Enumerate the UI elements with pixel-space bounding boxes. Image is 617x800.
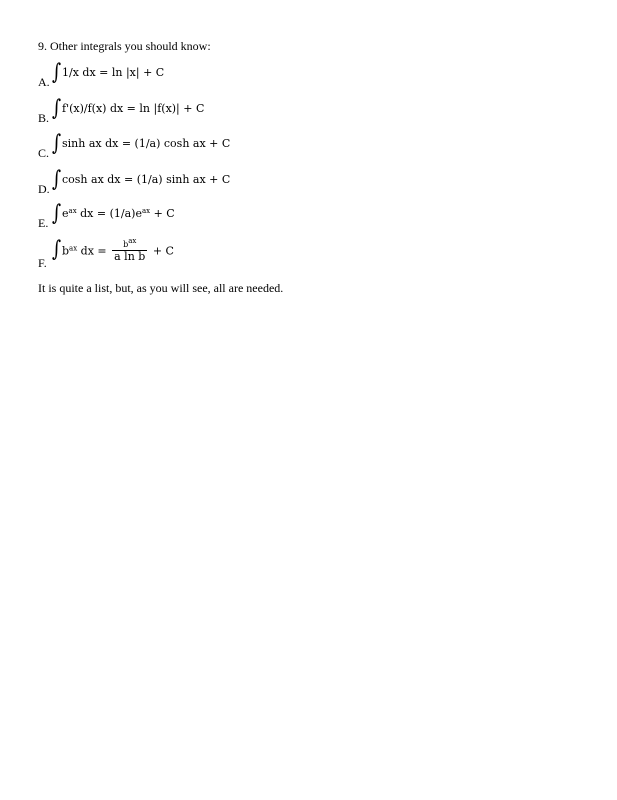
integral-sign-icon: ∫ xyxy=(52,131,62,156)
integral-formula: 1/x dx = ln |x| + C xyxy=(62,66,165,79)
integral-formula: sinh ax dx = (1/a) cosh ax + C xyxy=(62,137,231,150)
fraction-numerator: $b^{ax}$ xyxy=(112,240,147,251)
section-heading: 9. Other integrals you should know: xyxy=(38,39,211,53)
fraction xyxy=(112,237,147,263)
item-letter: E. xyxy=(38,216,49,230)
item-letter: C. xyxy=(38,146,50,160)
integral-item-f xyxy=(38,238,598,272)
item-letter: A. xyxy=(38,75,50,89)
integral-item-a xyxy=(38,62,598,92)
item-letter: D. xyxy=(38,182,50,196)
fraction-denominator: a ln b xyxy=(114,250,146,263)
integral-sign-icon: ∫ xyxy=(52,237,62,262)
integral-item-b xyxy=(38,98,598,128)
integral-item-d xyxy=(38,169,598,199)
integral-formula: cosh ax dx = (1/a) sinh ax + C xyxy=(62,173,231,186)
integral-formula: f'(x)/f(x) dx = ln |f(x)| + C xyxy=(62,102,205,115)
closing-text: It is quite a list, but, as you will see, all are needed. xyxy=(38,281,284,295)
integral-item-c xyxy=(38,133,598,163)
integral-sign-icon: ∫ xyxy=(52,60,62,85)
integral-formula: $e^{ax}$ dx = $(1/a)e^{ax} + C$ xyxy=(62,207,175,220)
integral-sign-icon: ∫ xyxy=(52,201,62,226)
item-letter: F. xyxy=(38,256,47,270)
integral-item-e xyxy=(38,203,598,233)
integral-sign-icon: ∫ xyxy=(52,96,62,121)
item-letter: B. xyxy=(38,111,50,125)
integral-sign-icon: ∫ xyxy=(52,167,62,192)
integral-formula: $b^{ax}$ dx = $\frac{b^{ax}}{\text{a ln b}}$ + C xyxy=(62,237,174,263)
